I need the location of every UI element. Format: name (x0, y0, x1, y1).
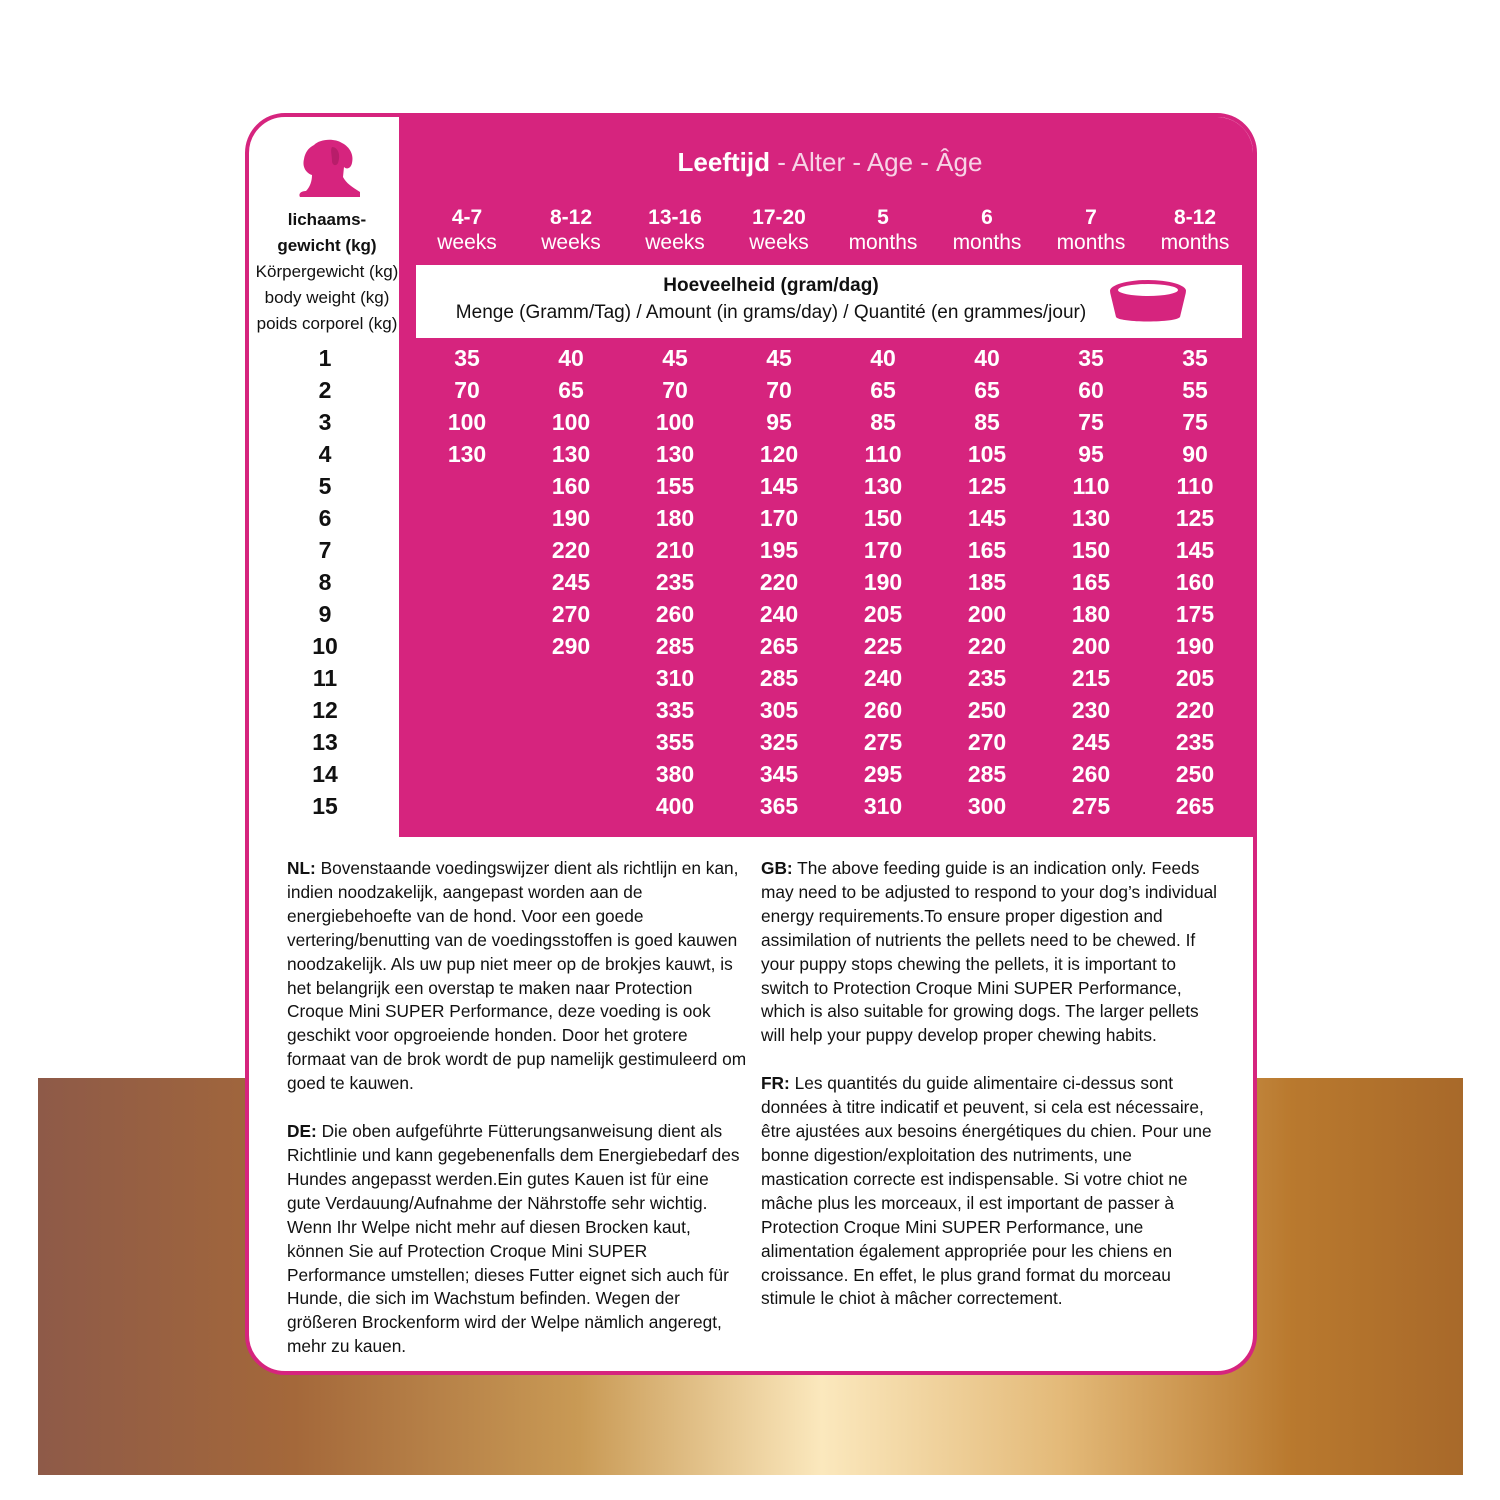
table-cell: 355 (655, 729, 695, 755)
age-column-header (727, 205, 831, 255)
quantity-title: Hoeveelheid (gram/dag) (663, 275, 879, 296)
table-cell: 265 (1175, 793, 1215, 819)
puppy-icon (294, 137, 362, 199)
table-cell: 70 (766, 377, 792, 403)
age-column-number: 5 (877, 206, 889, 229)
table-cell: 130 (655, 441, 695, 467)
table-cell: 100 (447, 409, 487, 435)
table-cell: 35 (1078, 345, 1104, 371)
table-cell: 260 (1071, 761, 1111, 787)
age-column-number: 17-20 (752, 206, 806, 229)
age-column-number: 7 (1085, 206, 1097, 229)
table-cell: 335 (655, 697, 695, 723)
weight-label-nl-1: lichaams- (287, 210, 367, 229)
table-cell: 365 (759, 793, 799, 819)
table-cell: 275 (1071, 793, 1111, 819)
table-cell: 160 (551, 473, 591, 499)
food-bowl-icon (1106, 277, 1190, 327)
weight-value: 14 (312, 761, 338, 787)
weight-value: 6 (318, 505, 332, 531)
table-cell: 170 (759, 505, 799, 531)
table-cell: 245 (1071, 729, 1111, 755)
weight-value: 13 (312, 729, 338, 755)
weight-value: 12 (312, 697, 338, 723)
table-cell: 130 (1071, 505, 1111, 531)
weight-value: 5 (318, 473, 332, 499)
table-cell: 220 (759, 569, 799, 595)
table-cell: 70 (454, 377, 480, 403)
table-cell: 305 (759, 697, 799, 723)
age-column-unit: months (1056, 231, 1126, 254)
table-cell: 180 (1071, 601, 1111, 627)
quantity-header (416, 265, 1242, 338)
table-cell: 110 (1072, 473, 1110, 499)
table-cell: 225 (863, 633, 903, 659)
table-cell: 85 (974, 409, 1000, 435)
table-cell: 300 (967, 793, 1007, 819)
table-cell: 240 (759, 601, 799, 627)
table-cell: 275 (863, 729, 903, 755)
weight-column-label (249, 207, 405, 337)
table-cell: 110 (864, 441, 902, 467)
weight-value: 3 (318, 409, 332, 435)
age-column-header (1039, 205, 1143, 255)
weight-value: 15 (312, 793, 338, 819)
weight-value: 7 (318, 537, 332, 563)
note-fr (761, 1072, 1221, 1311)
table-cell: 40 (974, 345, 1000, 371)
table-cell: 85 (870, 409, 896, 435)
age-column-header (1143, 205, 1247, 255)
table-cell: 45 (662, 345, 688, 371)
weight-value: 9 (318, 601, 332, 627)
weight-label-nl-2: gewicht (kg) (277, 236, 377, 255)
table-cell: 285 (967, 761, 1007, 787)
note-nl-text: Bovenstaande voedingswijzer dient als richtlijn en kan, indien noodzakelijk, aangepast worden aan de energiebehoefte van de hond. Voor een goede vertering/benutting van de voedingsstoffen is goed kauwen noodzakelijk. Als uw pup niet meer op de brokjes kauwt, is het belangrijk een overstap te maken naar Protection Croque Mini SUPER Performance, deze voeding is ook geschikt voor opgroeiende honden. Door het grotere formaat van de brok wordt de pup namelijk gestimuleerd om goed te kauwen. (287, 858, 747, 1094)
table-cell: 220 (1175, 697, 1215, 723)
table-cell: 145 (759, 473, 799, 499)
note-de-tag: DE: (287, 1121, 317, 1142)
table-cell: 175 (1175, 601, 1215, 627)
table-cell: 220 (967, 633, 1007, 659)
weight-label-gb: body weight (kg) (264, 288, 390, 307)
age-column-unit: weeks (749, 231, 809, 254)
age-column-number: 4-7 (451, 206, 483, 229)
table-cell: 265 (759, 633, 799, 659)
table-cell: 55 (1182, 377, 1208, 403)
table-cell: 400 (655, 793, 695, 819)
table-cell: 235 (967, 665, 1007, 691)
table-cell: 310 (655, 665, 695, 691)
table-cell: 45 (766, 345, 792, 371)
table-cell: 220 (551, 537, 591, 563)
note-gb-tag: GB: (761, 858, 793, 878)
age-heading-other: - Alter - Age - Âge (777, 147, 983, 177)
table-cell: 170 (863, 537, 903, 563)
table-cell: 270 (967, 729, 1007, 755)
age-column-unit: weeks (541, 231, 601, 254)
table-cell: 250 (967, 697, 1007, 723)
table-cell: 145 (967, 505, 1007, 531)
table-cell: 245 (551, 569, 591, 595)
notes-right-column (761, 857, 1221, 1335)
note-gb-text: The above feeding guide is an indication only. Feeds may need to be adjusted to respond to your dog’s individual energy requirements.To ensure proper digestion and assimilation of nutrients the pellets need to be chewed. If your puppy stops chewing the pellets, it is important to switch to Protection Croque Mini SUPER Performance, which is also suitable for growing dogs. The larger pellets will help your puppy develop proper chewing habits. (761, 858, 1218, 1046)
table-cell: 130 (551, 441, 591, 467)
weight-value: 2 (318, 377, 332, 403)
feeding-guide-card (245, 113, 1257, 1375)
age-column-unit: months (952, 231, 1022, 254)
table-cell: 310 (863, 793, 903, 819)
weight-label-fr: poids corporel (kg) (256, 314, 398, 333)
weight-label-de: Körpergewicht (kg) (255, 262, 399, 281)
weight-value: 11 (312, 665, 338, 691)
weight-value: 10 (312, 633, 338, 659)
age-column-unit: weeks (437, 231, 497, 254)
table-cell: 150 (1071, 537, 1111, 563)
table-cell: 155 (655, 473, 695, 499)
table-cell: 100 (551, 409, 591, 435)
table-cell: 215 (1071, 665, 1111, 691)
table-cell: 190 (551, 505, 591, 531)
note-fr-tag: FR: (761, 1073, 790, 1094)
table-cell: 285 (759, 665, 799, 691)
table-cell: 165 (967, 537, 1007, 563)
table-cell: 125 (1175, 505, 1215, 531)
table-cell: 205 (863, 601, 903, 627)
table-cell: 40 (558, 345, 584, 371)
table-cell: 185 (967, 569, 1007, 595)
table-cell: 120 (759, 441, 799, 467)
table-cell: 110 (1176, 473, 1214, 499)
table-cell: 165 (1071, 569, 1111, 595)
age-column-number: 8-12 (1173, 206, 1217, 229)
table-cell: 65 (974, 377, 1000, 403)
table-cell: 35 (454, 345, 480, 371)
table-cell: 380 (655, 761, 695, 787)
table-cell: 180 (655, 505, 695, 531)
age-column-unit: weeks (645, 231, 705, 254)
table-cell: 200 (1071, 633, 1111, 659)
age-column-header (623, 205, 727, 255)
table-cell: 260 (655, 601, 695, 627)
table-cell: 65 (558, 377, 584, 403)
table-cell: 105 (967, 441, 1007, 467)
table-cell: 345 (759, 761, 799, 787)
table-cell: 290 (551, 633, 591, 659)
table-cell: 95 (766, 409, 792, 435)
age-heading-nl: Leeftijd (677, 147, 770, 177)
table-cell: 295 (863, 761, 903, 787)
age-column-number: 8-12 (549, 206, 593, 229)
table-cell: 100 (655, 409, 695, 435)
table-cell: 195 (759, 537, 799, 563)
age-column-header (519, 205, 623, 255)
quantity-subtitle: Menge (Gramm/Tag) / Amount (in grams/day) / Quantité (en grammes/jour) (455, 302, 1087, 323)
age-column-header (935, 205, 1039, 255)
table-cell: 70 (662, 377, 688, 403)
note-de (287, 1120, 747, 1359)
note-nl-tag: NL: (287, 858, 316, 878)
table-cell: 130 (863, 473, 903, 499)
table-cell: 285 (655, 633, 695, 659)
note-de-text: Die oben aufgeführte Fütterungsanweisung dient als Richtlinie und kann gegebenenfalls dem Energiebedarf des Hundes angepasst werden.Ein gutes Kauen ist für eine gute Verdauung/Aufnahme der Nährstoffe sehr wichtig. Wenn Ihr Welpe nicht mehr auf diesen Brocken kaut, können Sie auf Protection Croque Mini SUPER Performance umstellen; dieses Futter eignet sich auch für Hunde, die sich im Wachstum befinden. Wegen der größeren Brockenform wird der Welpe nämlich angeregt, mehr zu kauen. (287, 1121, 740, 1357)
age-column-unit: months (1160, 231, 1230, 254)
table-cell: 75 (1182, 409, 1208, 435)
age-column-header (831, 205, 935, 255)
table-cell: 235 (655, 569, 695, 595)
table-cell: 65 (870, 377, 896, 403)
weight-value: 1 (318, 345, 332, 371)
table-cell: 210 (655, 537, 695, 563)
table-cell: 35 (1182, 345, 1208, 371)
table-cell: 200 (967, 601, 1007, 627)
table-cell: 75 (1078, 409, 1104, 435)
table-cell: 270 (551, 601, 591, 627)
table-cell: 40 (870, 345, 896, 371)
age-heading (399, 147, 1257, 178)
table-cell: 205 (1175, 665, 1215, 691)
age-column-header (415, 205, 519, 255)
table-cell: 250 (1175, 761, 1215, 787)
table-cell: 145 (1175, 537, 1215, 563)
table-cell: 230 (1071, 697, 1111, 723)
notes-left-column (287, 857, 747, 1375)
table-cell: 190 (1175, 633, 1215, 659)
table-cell: 90 (1182, 441, 1208, 467)
table-cell: 130 (447, 441, 487, 467)
note-fr-text: Les quantités du guide alimentaire ci-dessus sont données à titre indicatif et peuvent, si cela est nécessaire, être ajustées aux besoins énergétiques du chien. Pour une bonne digestion/exploitation des nutriments, une mastication correcte est indispensable. Si votre chiot ne mâche plus les morceaux, il est important de passer à Protection Croque Mini SUPER Performance, une alimentation également appropriée pour les chiens en croissance. En effet, le plus grand format du morceau stimule le chiot à mâcher correctement. (761, 1073, 1212, 1309)
table-cell: 240 (863, 665, 903, 691)
note-gb (761, 857, 1221, 1048)
table-cell: 95 (1078, 441, 1104, 467)
table-cell: 235 (1175, 729, 1215, 755)
table-cell: 325 (759, 729, 799, 755)
table-cell: 260 (863, 697, 903, 723)
note-nl (287, 857, 747, 1096)
table-cell: 160 (1175, 569, 1215, 595)
weight-value: 4 (318, 441, 332, 467)
age-column-number: 13-16 (648, 206, 702, 229)
weight-value: 8 (318, 569, 332, 595)
table-cell: 190 (863, 569, 903, 595)
table-cell: 125 (967, 473, 1007, 499)
age-column-number: 6 (981, 206, 993, 229)
age-column-unit: months (848, 231, 918, 254)
table-cell: 150 (863, 505, 903, 531)
table-cell: 60 (1078, 377, 1104, 403)
